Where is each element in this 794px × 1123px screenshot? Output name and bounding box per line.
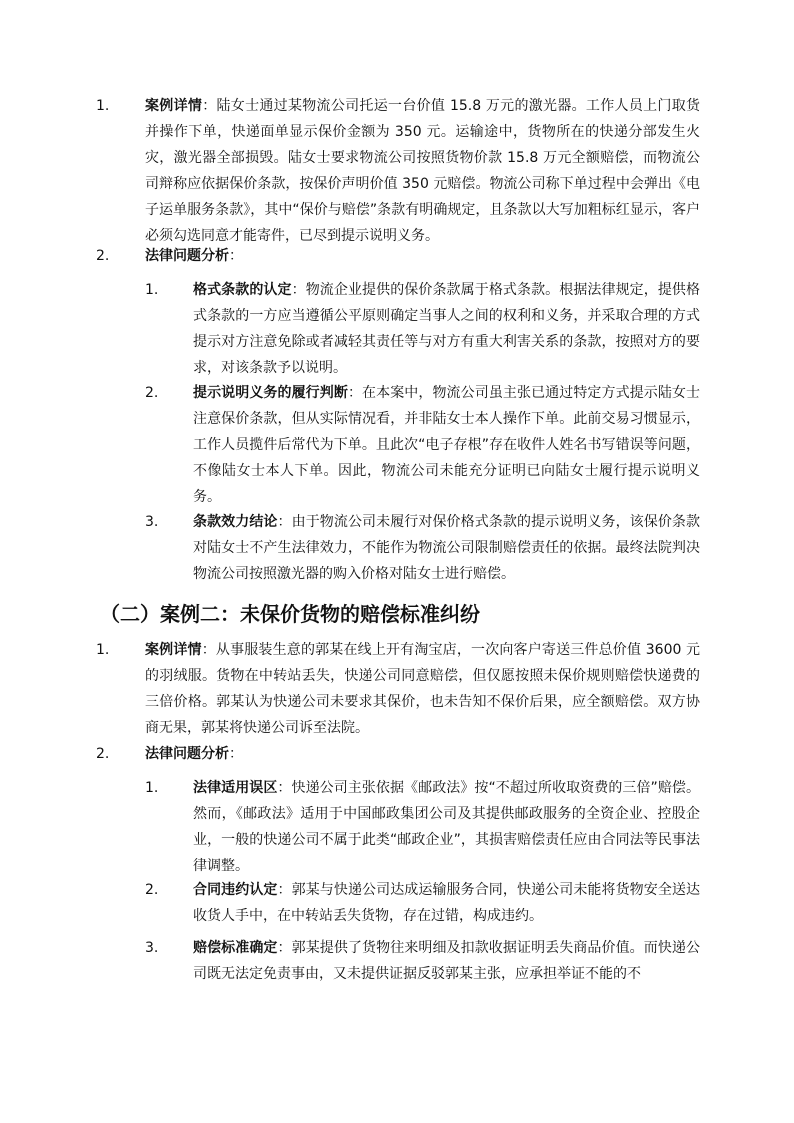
case1-analysis-item-2-body: 在本案中，物流公司虽主张已通过特定方式提示陆女士注意保价条款，但从实际情况看，并非陆女士本人操作下单。此前交易习惯显示，工作人员揽件后常代为下单。且此次“电子存根”存在收件人姓名书写错误等问题，不像陆女士本人下单。因此，物流公司未能充分证明已向陆女士履行提示说明义务。 <box>193 385 701 505</box>
case1-details-paragraph: 案例详情：陆女士通过某物流公司托运一台价值 15.8 万元的激光器。工作人员上门取货并操作下单，快递面单显示保价金额为 350 元。运输途中，货物所在的快递分部发生火灾，激光器全部损毁。陆女士要求物流公司按照货物价款 15.8 万元全额赔偿，而物流公司辩称应依据保价条款，按保价声明价值 350 元赔偿。物流公司称下单过程中会弹出《电子运单服务条款》，其中“保价与赔偿”条款有明确规定，且条款以大写加粗标红显示，客户必须勾选同意才能寄件，已尽到提示说明义务。 <box>145 98 701 244</box>
case1-analysis-item-1: 格式条款的认定：物流企业提供的保价条款属于格式条款。根据法律规定，提供格式条款的一方应当遵循公平原则确定当事人之间的权利和义务，并采取合理的方式提示对方注意免除或者减轻其责任等与对方有重大利害关系的条款，按照对方的要求，对该条款予以说明。 <box>193 282 701 376</box>
case2-analysis-item-2-label: 合同违约认定 <box>193 882 278 898</box>
case2-heading: （二）案例二：未保价货物的赔偿标准纠纷 <box>100 602 480 626</box>
case2-analysis-number: 2. <box>96 746 110 762</box>
case2-analysis-item-1-body: 快递公司主张依据《邮政法》按“不超过所收取资费的三倍”赔偿。然而，《邮政法》适用于中国邮政集团公司及其提供邮政服务的全资企业、控股企业，一般的快递公司不属于此类“邮政企业”，其损害赔偿责任应由合同法等民事法律调整。 <box>193 780 701 874</box>
case2-analysis-item-2-body: 郭某与快递公司达成运输服务合同，快递公司未能将货物安全送达收货人手中，在中转站丢失货物，存在过错，构成违约。 <box>193 882 701 924</box>
case2-analysis-item-3-label: 赔偿标准确定 <box>193 940 278 956</box>
case1-analysis-item-3-number: 3. <box>145 514 159 530</box>
case1-details-body: 陆女士通过某物流公司托运一台价值 15.8 万元的激光器。工作人员上门取货并操作下单，快递面单显示保价金额为 350 元。运输途中，货物所在的快递分部发生火灾，激光器全部损毁。陆女士要求物流公司按照货物价款 15.8 万元全额赔偿，而物流公司辩称应依据保价条款，按保价声明价值 350 元赔偿。物流公司称下单过程中会弹出《电子运单服务条款》，其中“保价与赔偿”条款有明确规定，且条款以大写加粗标红显示，客户必须勾选同意才能寄件，已尽到提示说明义务。 <box>145 98 701 244</box>
case2-analysis-item-2: 合同违约认定：郭某与快递公司达成运输服务合同，快递公司未能将货物安全送达收货人手中，在中转站丢失货物，存在过错，构成违约。 <box>193 882 701 924</box>
case1-analysis-heading: 法律问题分析： <box>145 248 243 264</box>
case2-analysis-item-3-number: 3. <box>145 940 159 956</box>
case2-details-body: 从事服装生意的郭某在线上开有淘宝店，一次向客户寄送三件总价值 3600 元的羽绒服。货物在中转站丢失，快递公司同意赔偿，但仅愿按照未保价规则赔偿快递费的三倍价格。郭某认为快递公司未要求其保价，也未告知不保价后果，应全额赔偿。双方协商无果，郭某将快递公司诉至法院。 <box>145 642 701 736</box>
case2-details-paragraph: 案例详情：从事服装生意的郭某在线上开有淘宝店，一次向客户寄送三件总价值 3600 元的羽绒服。货物在中转站丢失，快递公司同意赔偿，但仅愿按照未保价规则赔偿快递费的三倍价格。郭某认为快递公司未要求其保价，也未告知不保价后果，应全额赔偿。双方协商无果，郭某将快递公司诉至法院。 <box>145 642 701 736</box>
case1-details-number: 1. <box>96 98 110 114</box>
case1-analysis-item-3-label: 条款效力结论 <box>193 514 278 530</box>
case1-analysis-item-1-body: 物流企业提供的保价条款属于格式条款。根据法律规定，提供格式条款的一方应当遵循公平原则确定当事人之间的权利和义务，并采取合理的方式提示对方注意免除或者减轻其责任等与对方有重大利害关系的条款，按照对方的要求，对该条款予以说明。 <box>193 282 701 376</box>
case1-analysis-item-1-label: 格式条款的认定 <box>193 282 292 298</box>
case1-analysis-item-2: 提示说明义务的履行判断：在本案中，物流公司虽主张已通过特定方式提示陆女士注意保价条款，但从实际情况看，并非陆女士本人操作下单。此前交易习惯显示，工作人员揽件后常代为下单。且此次“电子存根”存在收件人姓名书写错误等问题，不像陆女士本人下单。因此，物流公司未能充分证明已向陆女士履行提示说明义务。 <box>193 385 701 505</box>
case2-analysis-item-1: 法律适用误区：快递公司主张依据《邮政法》按“不超过所收取资费的三倍”赔偿。然而，《邮政法》适用于中国邮政集团公司及其提供邮政服务的全资企业、控股企业，一般的快递公司不属于此类“邮政企业”，其损害赔偿责任应由合同法等民事法律调整。 <box>193 780 701 874</box>
case1-analysis-item-2-number: 2. <box>145 385 159 401</box>
case1-analysis-label: 法律问题分析 <box>145 248 229 264</box>
case1-details-label: 案例详情 <box>145 98 203 114</box>
case1-analysis-item-3: 条款效力结论：由于物流公司未履行对保价格式条款的提示说明义务，该保价条款对陆女士不产生法律效力，不能作为物流公司限制赔偿责任的依据。最终法院判决物流公司按照激光器的购入价格对陆女士进行赔偿。 <box>193 514 701 582</box>
case2-analysis-item-1-label: 法律适用误区 <box>193 780 278 796</box>
case1-analysis-item-1-number: 1. <box>145 282 159 298</box>
case1-analysis-item-3-body: 由于物流公司未履行对保价格式条款的提示说明义务，该保价条款对陆女士不产生法律效力，不能作为物流公司限制赔偿责任的依据。最终法院判决物流公司按照激光器的购入价格对陆女士进行赔偿。 <box>193 514 701 582</box>
case2-details-number: 1. <box>96 642 110 658</box>
case2-analysis-item-1-number: 1. <box>145 780 159 796</box>
case1-analysis-number: 2. <box>96 248 110 264</box>
case1-analysis-item-2-label: 提示说明义务的履行判断 <box>193 385 348 401</box>
case2-details-label: 案例详情 <box>145 642 202 658</box>
case2-analysis-item-2-number: 2. <box>145 882 159 898</box>
case2-analysis-heading: 法律问题分析： <box>145 746 243 762</box>
case2-analysis-label: 法律问题分析 <box>145 746 229 762</box>
case2-analysis-item-3-body: 郭某提供了货物往来明细及扣款收据证明丢失商品价值。而快递公司既无法定免责事由，又未提供证据反驳郭某主张，应承担举证不能的不 <box>193 940 701 982</box>
case2-analysis-item-3: 赔偿标准确定：郭某提供了货物往来明细及扣款收据证明丢失商品价值。而快递公司既无法定免责事由，又未提供证据反驳郭某主张，应承担举证不能的不 <box>193 940 701 982</box>
